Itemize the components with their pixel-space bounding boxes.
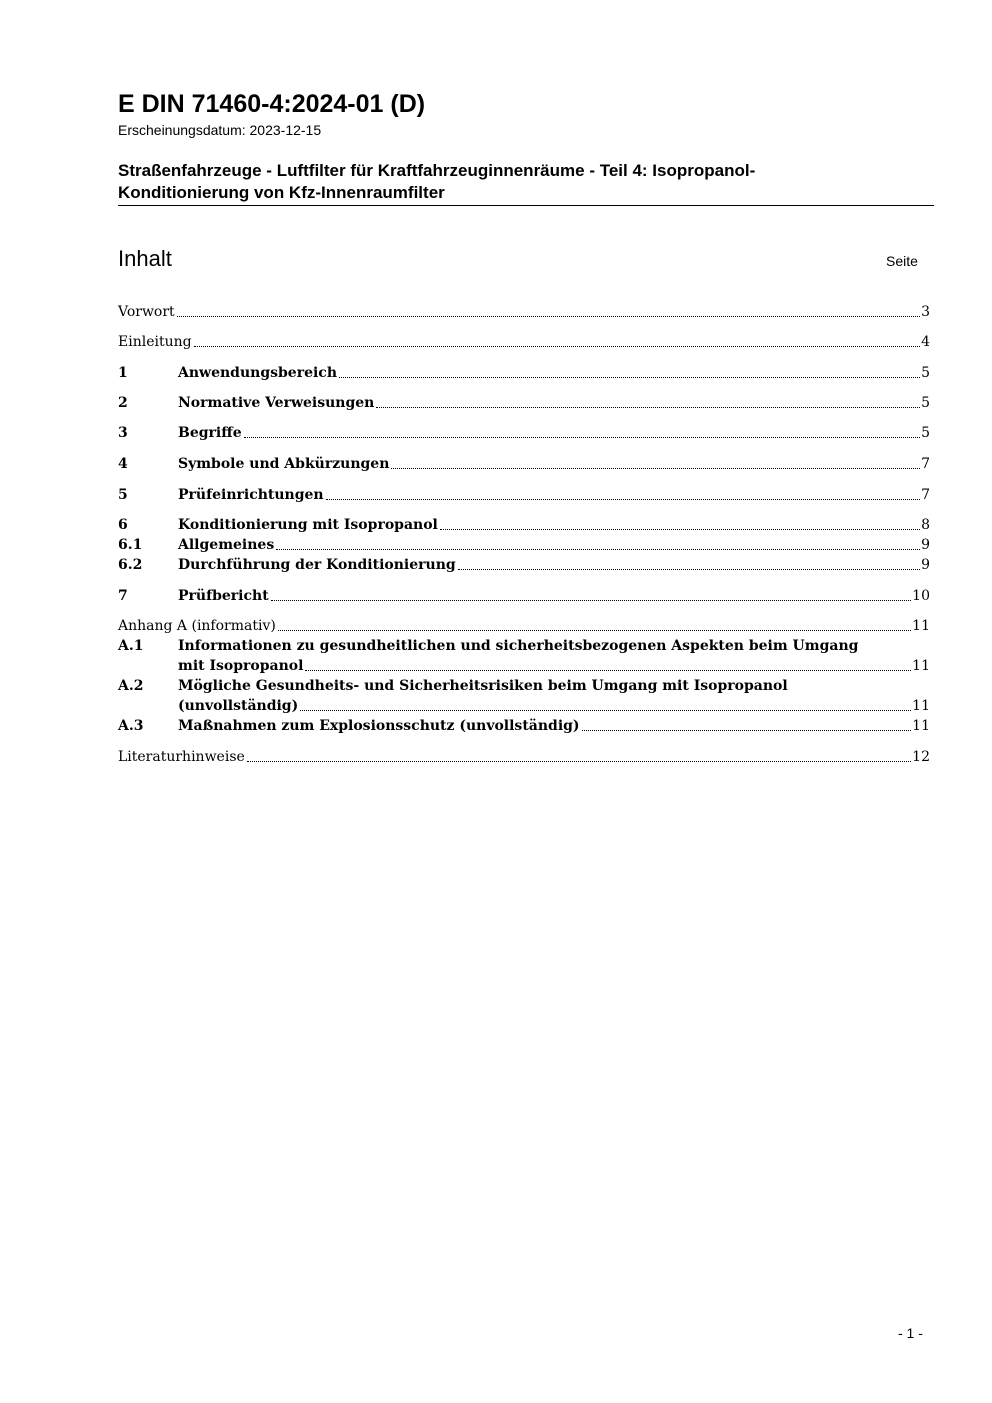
- toc-entry-vorwort[interactable]: [118, 302, 930, 322]
- toc-entry-einleitung[interactable]: [118, 332, 930, 352]
- toc-leader: [458, 569, 920, 570]
- toc-entry-label: Mögliche Gesundheits- und Sicherheitsrisiken beim Umgang mit Isopropanol: [178, 678, 788, 694]
- toc-entry-number: 1: [118, 365, 128, 381]
- toc-entry-page: 9: [921, 557, 930, 573]
- toc-entry-3[interactable]: [118, 423, 930, 443]
- toc-entry-label-continued: mit Isopropanol: [178, 658, 304, 674]
- toc-entry-number: A.3: [118, 718, 144, 734]
- toc-leader: [300, 710, 911, 711]
- toc-entry-number: A.2: [118, 678, 144, 694]
- toc-entry-5[interactable]: [118, 485, 930, 505]
- toc-entry-page: 11: [912, 618, 930, 634]
- toc-entry-page: 5: [921, 395, 930, 411]
- toc-entry-number: 6: [118, 517, 128, 533]
- toc-entry-number: 5: [118, 487, 128, 503]
- toc-entry-number: 3: [118, 425, 128, 441]
- toc-entry-number: 7: [118, 588, 128, 604]
- toc-entry-label: Prüfeinrichtungen: [178, 487, 324, 503]
- toc-entry-label: Literaturhinweise: [118, 749, 245, 765]
- title-line-2: Konditionierung von Kfz-Innenraumfilter: [118, 183, 445, 202]
- title-divider: [118, 205, 934, 206]
- toc-leader: [376, 407, 920, 408]
- toc-leader: [244, 437, 920, 438]
- document-title: [118, 160, 933, 204]
- toc-entry-page: 10: [912, 588, 930, 604]
- toc-entry-4[interactable]: [118, 454, 930, 474]
- toc-leader: [278, 630, 911, 631]
- toc-entry-7[interactable]: [118, 586, 930, 606]
- toc-entry-page: 3: [921, 304, 930, 320]
- toc-entry-1[interactable]: [118, 363, 930, 383]
- toc-entry-6-2[interactable]: [118, 555, 930, 575]
- toc-entry-a-2[interactable]: [118, 676, 930, 716]
- toc-entry-label: Symbole und Abkürzungen: [178, 456, 390, 472]
- table-of-contents: [118, 302, 930, 767]
- toc-entry-6[interactable]: [118, 515, 930, 535]
- toc-leader: [305, 670, 911, 671]
- toc-entry-label: Prüfbericht: [178, 588, 269, 604]
- toc-entry-label-continued: (unvollständig): [178, 698, 299, 714]
- toc-entry-page: 11: [912, 698, 930, 714]
- toc-entry-anhang-a[interactable]: [118, 616, 930, 636]
- toc-entry-label: Einleitung: [118, 334, 192, 350]
- toc-entry-literaturhinweise[interactable]: [118, 747, 930, 767]
- toc-entry-number: 2: [118, 395, 128, 411]
- toc-leader: [276, 549, 920, 550]
- toc-entry-label: Maßnahmen zum Explosionsschutz (unvollständig): [178, 718, 580, 734]
- toc-entry-label: Durchführung der Konditionierung: [178, 557, 456, 573]
- toc-entry-number: 4: [118, 456, 128, 472]
- toc-entry-page: 5: [921, 425, 930, 441]
- toc-entry-number: 6.1: [118, 537, 143, 553]
- toc-heading: Inhalt: [118, 246, 172, 271]
- toc-entry-number: 6.2: [118, 557, 143, 573]
- toc-entry-a-1[interactable]: [118, 636, 930, 676]
- toc-entry-page: 7: [921, 456, 930, 472]
- toc-leader: [582, 730, 912, 731]
- toc-leader: [391, 468, 920, 469]
- toc-entry-label: Anhang A (informativ): [118, 618, 276, 634]
- toc-entry-page: 7: [921, 487, 930, 503]
- toc-leader: [326, 499, 920, 500]
- toc-entry-label: Anwendungsbereich: [178, 365, 337, 381]
- toc-leader: [247, 761, 911, 762]
- toc-entry-label: Konditionierung mit Isopropanol: [178, 517, 438, 533]
- toc-entry-page: 12: [912, 749, 930, 765]
- toc-leader: [271, 600, 912, 601]
- toc-leader: [440, 529, 920, 530]
- toc-entry-page: 8: [921, 517, 930, 533]
- toc-entry-number: A.1: [118, 638, 144, 654]
- toc-entry-label: Allgemeines: [178, 537, 275, 553]
- toc-entry-label: Normative Verweisungen: [178, 395, 375, 411]
- toc-leader: [339, 377, 920, 378]
- page-number: - 1 -: [898, 1325, 923, 1341]
- toc-entry-page: 9: [921, 537, 930, 553]
- toc-entry-2[interactable]: [118, 393, 930, 413]
- toc-leader: [177, 316, 920, 317]
- toc-entry-label: Vorwort: [118, 304, 175, 320]
- toc-entry-page: 11: [912, 718, 930, 734]
- publication-date: Erscheinungsdatum: 2023-12-15: [118, 122, 322, 138]
- toc-leader: [194, 346, 921, 347]
- toc-entry-label: Begriffe: [178, 425, 242, 441]
- toc-entry-page: 5: [921, 365, 930, 381]
- toc-entry-page: 11: [912, 658, 930, 674]
- toc-entry-6-1[interactable]: [118, 535, 930, 555]
- title-line-1: Straßenfahrzeuge - Luftfilter für Kraftfahrzeuginnenräume - Teil 4: Isopropanol-: [118, 161, 756, 180]
- toc-entry-a-3[interactable]: [118, 716, 930, 736]
- toc-entry-label: Informationen zu gesundheitlichen und sicherheitsbezogenen Aspekten beim Umgang: [178, 638, 859, 654]
- page-column-label: Seite: [886, 253, 918, 269]
- toc-entry-page: 4: [921, 334, 930, 350]
- document-id: E DIN 71460-4:2024-01 (D): [118, 90, 426, 118]
